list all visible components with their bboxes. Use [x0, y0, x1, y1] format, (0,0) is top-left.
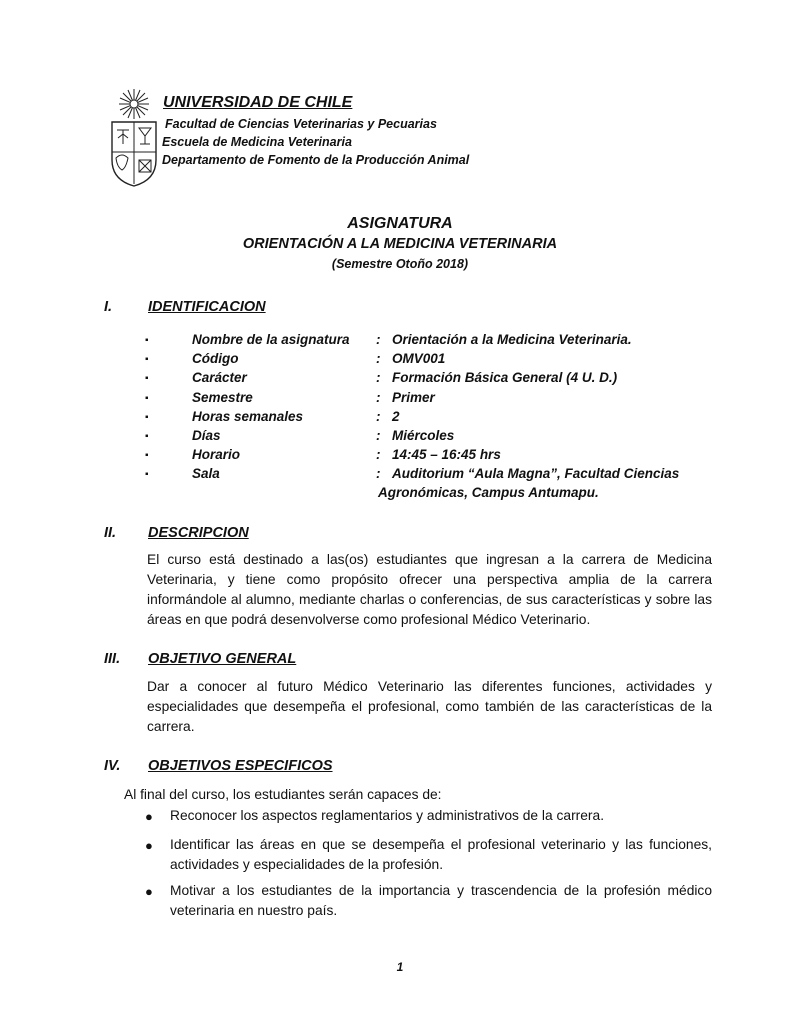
- square-bullet-icon: ▪: [145, 393, 149, 404]
- doc-title-line1: ASIGNATURA: [347, 215, 453, 232]
- university-name: UNIVERSIDAD DE CHILE: [163, 94, 353, 111]
- square-bullet-icon: ▪: [145, 335, 149, 346]
- specific-objectives-intro: Al final del curso, los estudiantes serán capaces de:: [124, 787, 442, 802]
- square-bullet-icon: ▪: [145, 412, 149, 423]
- id-row: [0, 428, 800, 447]
- id-colon: :: [376, 332, 381, 347]
- id-label: Horario: [192, 447, 241, 462]
- id-colon: :: [376, 409, 381, 424]
- section-1-number: I.: [104, 299, 113, 315]
- id-label: Horas semanales: [192, 409, 304, 424]
- page-number: 1: [396, 960, 404, 974]
- round-bullet-icon: ●: [145, 884, 153, 899]
- id-value: Orientación a la Medicina Veterinaria.: [392, 332, 632, 347]
- specific-objective-item: Motivar a los estudiantes de la importancia y trascendencia de la profesión médico veterinaria en nuestro país.: [170, 883, 712, 918]
- id-value: OMV001: [392, 351, 446, 366]
- section-3-number: III.: [104, 651, 121, 667]
- school-name: Escuela de Medicina Veterinaria: [162, 135, 352, 149]
- id-row: [0, 447, 800, 466]
- id-value: Auditorium “Aula Magna”, Facultad Ciencias: [392, 466, 680, 481]
- id-colon: :: [376, 351, 381, 366]
- id-value: Miércoles: [392, 428, 455, 443]
- id-label: Sala: [192, 466, 220, 481]
- faculty-name: Facultad de Ciencias Veterinarias y Pecuarias: [165, 117, 437, 131]
- id-row: [0, 390, 800, 409]
- id-label: Días: [192, 428, 221, 443]
- id-label: Semestre: [192, 390, 253, 405]
- id-value: Primer: [392, 390, 435, 405]
- id-value: Formación Básica General (4 U. D.): [392, 370, 618, 385]
- id-value: 2: [392, 409, 400, 424]
- square-bullet-icon: ▪: [145, 450, 149, 461]
- id-value-continued: Agronómicas, Campus Antumapu.: [378, 485, 599, 500]
- id-label: Nombre de la asignatura: [192, 332, 350, 347]
- id-colon: :: [376, 390, 381, 405]
- general-objective-paragraph: Dar a conocer al futuro Médico Veterinario las diferentes funciones, actividades y especialidades que desempeña el profesional, como también de las características de la carrera.: [147, 679, 712, 734]
- id-colon: :: [376, 370, 381, 385]
- round-bullet-icon: ●: [145, 838, 153, 853]
- square-bullet-icon: ▪: [145, 373, 149, 384]
- section-2-title: DESCRIPCION: [148, 525, 249, 541]
- department-name: Departamento de Fomento de la Producción Animal: [162, 153, 470, 167]
- specific-objective-item: Reconocer los aspectos reglamentarios y administrativos de la carrera.: [170, 808, 605, 823]
- square-bullet-icon: ▪: [145, 354, 149, 365]
- section-4-title: OBJETIVOS ESPECIFICOS: [148, 758, 333, 774]
- section-3-title: OBJETIVO GENERAL: [148, 651, 297, 667]
- square-bullet-icon: ▪: [145, 431, 149, 442]
- id-row: [0, 466, 800, 506]
- square-bullet-icon: ▪: [145, 469, 149, 480]
- id-row: [0, 370, 800, 389]
- id-row: [0, 332, 800, 351]
- id-colon: :: [376, 466, 381, 481]
- section-1-title: IDENTIFICACION: [148, 299, 266, 315]
- university-crest-logo: [109, 88, 159, 188]
- doc-title-line3: (Semestre Otoño 2018): [331, 257, 469, 271]
- id-row: [0, 409, 800, 428]
- id-value: 14:45 – 16:45 hrs: [392, 447, 501, 462]
- section-2-number: II.: [104, 525, 117, 541]
- description-paragraph: El curso está destinado a las(os) estudiantes que ingresan a la carrera de Medicina Veterinaria, y tiene como propósito ofrecer una perspectiva amplia de la carrera informándole al alumno, mediante charlas o conferencias, de sus características y sobre las áreas en que podrá desenvolverse como profesional Médico Veterinario.: [147, 552, 712, 627]
- id-row: [0, 351, 800, 370]
- specific-objective-item: Identificar las áreas en que se desempeña el profesional veterinario y las funciones, actividades y especialidades de la profesión.: [170, 837, 712, 872]
- id-label: Carácter: [192, 370, 247, 385]
- section-4-number: IV.: [104, 758, 121, 774]
- id-colon: :: [376, 447, 381, 462]
- doc-title-line2: ORIENTACIÓN A LA MEDICINA VETERINARIA: [242, 236, 558, 252]
- id-colon: :: [376, 428, 381, 443]
- round-bullet-icon: ●: [145, 809, 153, 824]
- id-label: Código: [192, 351, 239, 366]
